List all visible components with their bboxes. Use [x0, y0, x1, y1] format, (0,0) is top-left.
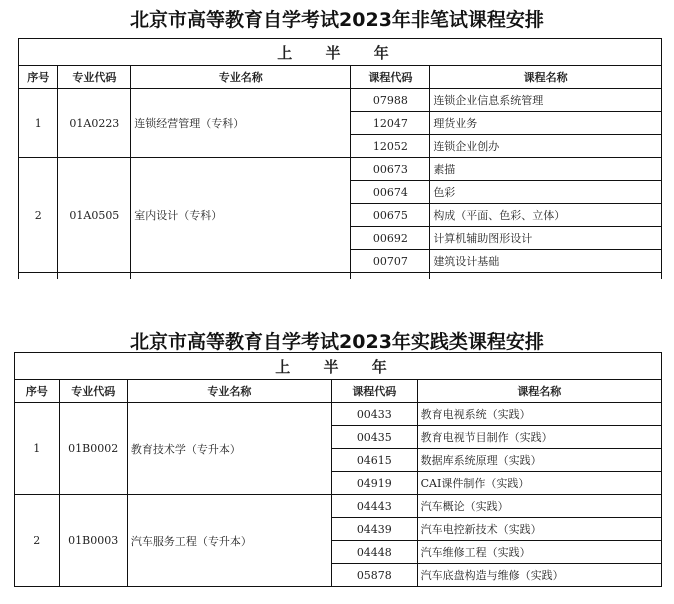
course-code: 00673 [351, 158, 430, 181]
table-row [15, 403, 662, 426]
course-code: 00674 [351, 181, 430, 204]
course-name: 教育电视系统（实践） [417, 403, 661, 426]
course-name: 连锁企业信息系统管理 [430, 89, 662, 112]
major-number: 1 [15, 403, 60, 495]
column-header: 专业代码 [59, 380, 127, 403]
course-name: 色彩 [430, 181, 662, 204]
major-number: 2 [19, 158, 58, 273]
practical-schedule-table [14, 352, 662, 587]
section-title-1: 北京市高等教育自学考试2023年非笔试课程安排 [130, 9, 544, 31]
column-header: 序号 [15, 380, 60, 403]
major-name: 连锁经营管理（专科） [131, 89, 351, 158]
course-name: 素描 [430, 158, 662, 181]
course-code: 04919 [332, 472, 418, 495]
half-year-row [19, 39, 662, 66]
course-name: 汽车底盘构造与维修（实践） [417, 564, 661, 587]
course-name: 理货业务 [430, 112, 662, 135]
course-code: 04615 [332, 449, 418, 472]
table-row [19, 89, 662, 112]
course-code: 07988 [351, 89, 430, 112]
course-name: 汽车概论（实践） [417, 495, 661, 518]
course-code: 04439 [332, 518, 418, 541]
column-header: 序号 [19, 66, 58, 89]
course-name: 数据库系统原理（实践） [417, 449, 661, 472]
half-year-label: 上 半 年 [15, 353, 662, 380]
course-code: 00435 [332, 426, 418, 449]
course-code: 00707 [351, 250, 430, 273]
section-title-2: 北京市高等教育自学考试2023年实践类课程安排 [130, 331, 544, 353]
major-code: 01A0223 [58, 89, 131, 158]
course-code: 00675 [351, 204, 430, 227]
half-year-label: 上 半 年 [19, 39, 662, 66]
course-code: 05878 [332, 564, 418, 587]
table-continuation [19, 273, 662, 280]
non-written-schedule-table [18, 38, 662, 279]
course-name: 连锁企业创办 [430, 135, 662, 158]
major-name: 汽车服务工程（专升本） [127, 495, 331, 587]
header-row [15, 380, 662, 403]
table-row [19, 158, 662, 181]
column-header: 课程名称 [430, 66, 662, 89]
header-row [19, 66, 662, 89]
column-header: 课程代码 [332, 380, 418, 403]
course-name: 建筑设计基础 [430, 250, 662, 273]
course-name: 构成（平面、色彩、立体） [430, 204, 662, 227]
course-name: 汽车电控新技术（实践） [417, 518, 661, 541]
half-year-row [15, 353, 662, 380]
course-name: 汽车维修工程（实践） [417, 541, 661, 564]
major-code: 01B0002 [59, 403, 127, 495]
table-row [15, 495, 662, 518]
course-name: 教育电视节目制作（实践） [417, 426, 661, 449]
column-header: 专业名称 [131, 66, 351, 89]
course-code: 12052 [351, 135, 430, 158]
course-code: 04443 [332, 495, 418, 518]
major-name: 室内设计（专科） [131, 158, 351, 273]
major-name: 教育技术学（专升本） [127, 403, 331, 495]
column-header: 专业名称 [127, 380, 331, 403]
major-number: 1 [19, 89, 58, 158]
major-code: 01A0505 [58, 158, 131, 273]
course-code: 12047 [351, 112, 430, 135]
major-number: 2 [15, 495, 60, 587]
course-code: 00692 [351, 227, 430, 250]
column-header: 课程名称 [417, 380, 661, 403]
major-code: 01B0003 [59, 495, 127, 587]
course-code: 00433 [332, 403, 418, 426]
column-header: 专业代码 [58, 66, 131, 89]
course-name: CAI课件制作（实践） [417, 472, 661, 495]
course-code: 04448 [332, 541, 418, 564]
column-header: 课程代码 [351, 66, 430, 89]
course-name: 计算机辅助图形设计 [430, 227, 662, 250]
